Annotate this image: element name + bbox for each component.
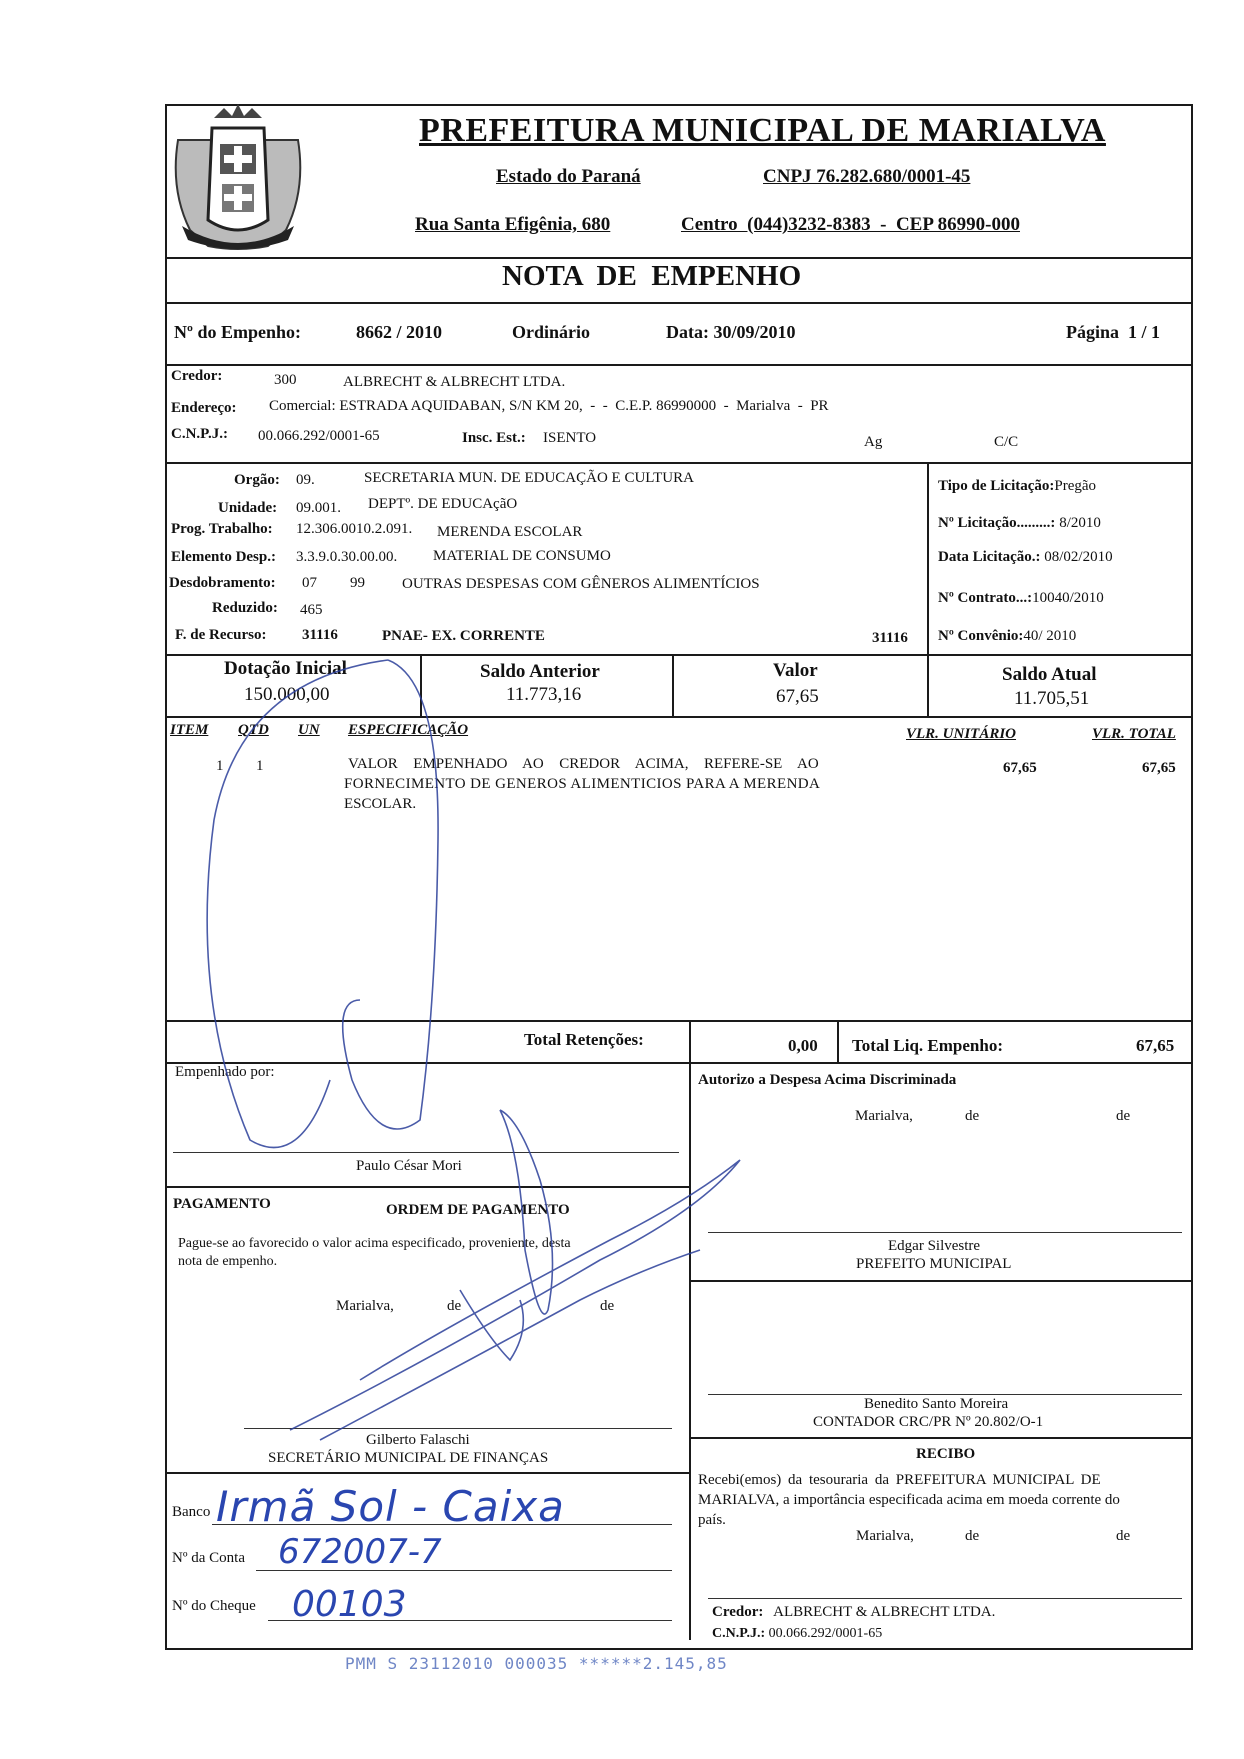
tipo-licitacao-label: Tipo de Licitação:: [938, 478, 1055, 494]
contrato-value: 10040/2010: [1032, 590, 1104, 606]
unidade-code: 09.001.: [296, 500, 341, 516]
credor-name: ALBRECHT & ALBRECHT LTDA.: [343, 374, 566, 390]
bank-stamp: PMM S 23112010 000035 ******2.145,85: [345, 1654, 728, 1673]
autorizo-de: de: [1116, 1108, 1131, 1124]
credor-label: Credor:: [171, 368, 223, 384]
elemento-label: Elemento Desp.:: [171, 549, 276, 565]
pagamento-text: nota de empenho.: [178, 1254, 278, 1269]
saldo-anterior-label: Saldo Anterior: [480, 661, 600, 682]
prefeito-name: Edgar Silvestre: [888, 1238, 981, 1254]
agency-label: Ag: [864, 434, 883, 450]
orgao-label: Orgão:: [234, 472, 280, 488]
recurso-label: F. de Recurso:: [175, 627, 267, 643]
contador-title: CONTADOR CRC/PR Nº 20.802/O-1: [813, 1414, 1044, 1430]
banco-label: Banco: [172, 1504, 211, 1520]
row-spec-line: ESCOLAR.: [344, 796, 417, 812]
col-spec: ESPECIFICAÇÃO: [348, 722, 469, 738]
total-liq-label: Total Liq. Empenho:: [852, 1036, 1003, 1055]
recibo-title: RECIBO: [916, 1446, 976, 1462]
orgao-code: 09.: [296, 472, 315, 488]
col-qtd: QTD: [238, 722, 269, 738]
secretario-title: SECRETÁRIO MUNICIPAL DE FINANÇAS: [268, 1450, 549, 1466]
recurso-desc: PNAE- EX. CORRENTE: [382, 628, 545, 644]
secretario-name: Gilberto Falaschi: [366, 1432, 470, 1448]
prog-trabalho-desc: MERENDA ESCOLAR: [437, 524, 583, 540]
valor-value: 67,65: [776, 686, 819, 707]
district-phone-cep: Centro (044)3232-8383 - CEP 86990-000: [681, 214, 1020, 235]
col-un: UN: [298, 722, 320, 738]
credor-cnpj: 00.066.292/0001-65: [258, 428, 380, 444]
empenho-label: Nº do Empenho:: [174, 322, 301, 342]
recibo-de: de: [965, 1528, 980, 1544]
pagamento-label: PAGAMENTO: [173, 1196, 271, 1212]
pagamento-de: de: [447, 1298, 462, 1314]
recibo-text: Recebi(emos) da tesouraria da PREFEITURA MUNICIPAL DE: [698, 1472, 1101, 1488]
credor-cnpj-label: C.N.P.J.:: [171, 426, 228, 442]
desdobramento-label: Desdobramento:: [169, 575, 276, 591]
numero-licitacao-label: Nº Licitação.........:: [938, 515, 1056, 531]
street-address: Rua Santa Efigênia, 680: [415, 214, 611, 235]
convenio-label: Nº Convênio:: [938, 628, 1024, 644]
empenho-number: 8662 / 2010: [356, 322, 443, 342]
retencoes-label: Total Retenções:: [524, 1030, 644, 1049]
pagamento-de: de: [600, 1298, 615, 1314]
document-title: NOTA DE EMPENHO: [502, 260, 802, 292]
municipality-title: PREFEITURA MUNICIPAL DE MARIALVA: [419, 112, 1106, 149]
saldo-atual-label: Saldo Atual: [1002, 664, 1097, 685]
recurso-code: 31116: [302, 627, 338, 643]
row-item: 1: [216, 758, 224, 774]
unidade-desc: DEPTº. DE EDUCAçãO: [368, 496, 518, 512]
col-total-value: VLR. TOTAL: [1092, 726, 1176, 742]
conta-label: Nº da Conta: [172, 1550, 245, 1566]
recurso-code-right: 31116: [872, 630, 908, 646]
row-qtd: 1: [256, 758, 264, 774]
empenhado-label: Empenhado por:: [175, 1064, 275, 1080]
saldo-atual-value: 11.705,51: [1014, 688, 1090, 709]
prog-trabalho-label: Prog. Trabalho:: [171, 521, 273, 537]
reduzido-value: 465: [300, 602, 323, 618]
empenhado-name: Paulo César Mori: [356, 1158, 462, 1174]
recibo-credor-value: ALBRECHT & ALBRECHT LTDA.: [773, 1604, 996, 1620]
banco-handwritten-value: Irmã Sol - Caixa: [216, 1482, 565, 1531]
prefeito-title: PREFEITO MUNICIPAL: [856, 1256, 1012, 1272]
autorizo-de: de: [965, 1108, 980, 1124]
account-label: C/C: [994, 434, 1019, 450]
prog-trabalho-code: 12.306.0010.2.091.: [296, 521, 413, 537]
desdobramento-desc: OUTRAS DESPESAS COM GÊNEROS ALIMENTÍCIOS: [402, 576, 760, 592]
endereco-label: Endereço:: [171, 400, 237, 416]
credor-address: Comercial: ESTRADA AQUIDABAN, S/N KM 20, - - C.E.P. 86990000 - Marialva - PR: [269, 398, 829, 414]
tipo-licitacao-value: Pregão: [1054, 478, 1097, 494]
credor-code: 300: [274, 372, 297, 388]
desdobramento-code: 07: [302, 575, 317, 591]
autorizo-text: Autorizo a Despesa Acima Discriminada: [698, 1072, 957, 1088]
valor-label: Valor: [773, 660, 818, 681]
recibo-marialva: Marialva,: [856, 1528, 914, 1544]
recibo-text: país.: [698, 1512, 726, 1528]
data-licitacao-label: Data Licitação.:: [938, 549, 1041, 565]
autorizo-marialva: Marialva,: [855, 1108, 913, 1124]
insc-est-label: Insc. Est.:: [462, 430, 526, 446]
recibo-de: de: [1116, 1528, 1131, 1544]
municipality-cnpj: CNPJ 76.282.680/0001-45: [763, 166, 971, 187]
row-spec-line: VALOR EMPENHADO AO CREDOR ACIMA, REFERE-SE AO: [348, 756, 819, 772]
saldo-anterior-value: 11.773,16: [506, 684, 582, 705]
recibo-cnpj-value: 00.066.292/0001-65: [768, 1626, 883, 1641]
orgao-desc: SECRETARIA MUN. DE EDUCAÇÃO E CULTURA: [364, 470, 694, 486]
recibo-credor-label: Credor:: [712, 1604, 764, 1620]
col-unit-value: VLR. UNITÁRIO: [906, 726, 1017, 742]
col-item: ITEM: [170, 722, 209, 738]
pagamento-text: Pague-se ao favorecido o valor acima especificado, proveniente, desta: [178, 1236, 571, 1251]
pagamento-marialva: Marialva,: [336, 1298, 394, 1314]
cheque-label: Nº do Cheque: [172, 1598, 256, 1614]
recibo-cnpj-label: C.N.P.J.:: [712, 1626, 766, 1641]
empenho-type: Ordinário: [512, 322, 591, 342]
dotacao-label: Dotação Inicial: [224, 658, 347, 679]
row-spec-line: FORNECIMENTO DE GENEROS ALIMENTICIOS PARA A MERENDA: [344, 776, 821, 792]
convenio-value: 40/ 2010: [1023, 628, 1077, 644]
numero-licitacao-value: 8/2010: [1059, 515, 1101, 531]
desdobramento-code2: 99: [350, 575, 365, 591]
dotacao-value: 150.000,00: [244, 684, 330, 705]
empenho-date: Data: 30/09/2010: [666, 322, 796, 342]
unidade-label: Unidade:: [218, 500, 278, 516]
retencoes-value: 0,00: [788, 1036, 818, 1055]
insc-est-value: ISENTO: [543, 430, 597, 446]
row-total-value: 67,65: [1142, 760, 1176, 776]
data-licitacao-value: 08/02/2010: [1044, 549, 1113, 565]
contador-name: Benedito Santo Moreira: [864, 1396, 1009, 1412]
total-liq-value: 67,65: [1136, 1036, 1175, 1055]
state-name: Estado do Paraná: [496, 166, 641, 187]
contrato-label: Nº Contrato...:: [938, 590, 1033, 606]
elemento-code: 3.3.9.0.30.00.00.: [296, 549, 398, 565]
row-unit-value: 67,65: [1003, 760, 1037, 776]
cheque-handwritten-value: 00103: [292, 1584, 407, 1625]
conta-handwritten-value: 672007-7: [278, 1532, 442, 1572]
ordem-pagamento-label: ORDEM DE PAGAMENTO: [386, 1202, 570, 1218]
recibo-text: MARIALVA, a importância especificada acima em moeda corrente do: [698, 1492, 1120, 1508]
elemento-desc: MATERIAL DE CONSUMO: [433, 548, 611, 564]
reduzido-label: Reduzido:: [212, 600, 278, 616]
page-number: Página 1 / 1: [1066, 322, 1161, 342]
